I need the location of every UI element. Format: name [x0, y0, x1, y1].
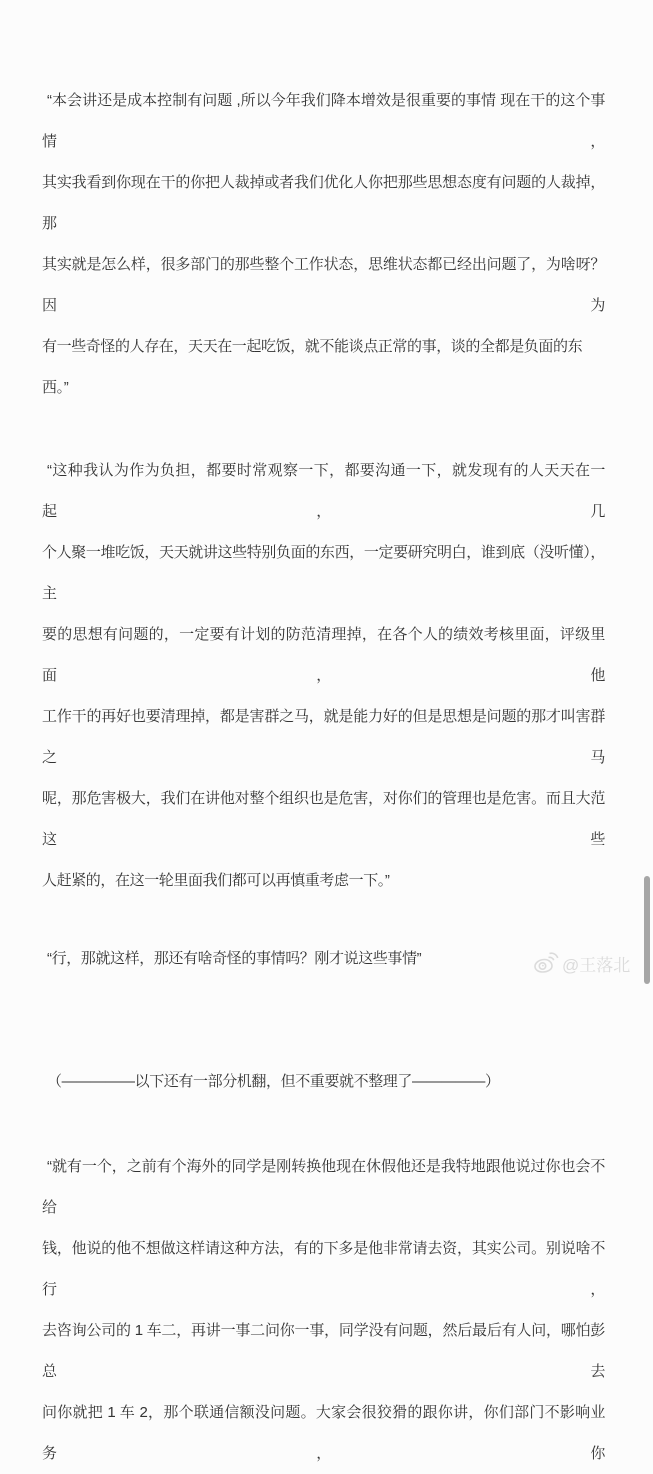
text-line: 工作干的再好也要清理掉，都是害群之马，就是能力好的但是思想是问题的那才叫害群之马 — [42, 708, 605, 766]
watermark-handle: @王落北 — [562, 955, 631, 975]
watermark — [531, 948, 630, 978]
paragraph — [42, 1146, 605, 1474]
paragraph — [42, 938, 605, 979]
text-line: 个人聚一堆吃饭，天天就讲这些特别负面的东西，一定要研究明白，谁到底（没听懂），主 — [42, 544, 605, 602]
text-line: 其实我看到你现在干的你把人裁掉或者我们优化人你把那些思想态度有问题的人裁掉，那 — [42, 174, 605, 232]
paragraph — [42, 80, 605, 408]
text-line: 要的思想有问题的，一定要有计划的防范清理掉，在各个人的绩效考核里面，评级里面，他 — [42, 626, 605, 684]
scrollbar-thumb[interactable] — [644, 876, 650, 984]
text-line: “就有一个，之前有个海外的同学是刚转换他现在休假他还是我特地跟他说过你也会不给 — [42, 1158, 605, 1216]
text-line: 人赶紧的，在这一轮里面我们都可以再慎重考虑一下。” — [42, 872, 390, 889]
text-line: 呢，那危害极大，我们在讲他对整个组织也是危害，对你们的管理也是危害。而且大范这些 — [42, 790, 605, 848]
text-line: “这种我认为作为负担，都要时常观察一下，都要沟通一下，就发现有的人天天在一起，几 — [42, 462, 605, 520]
text-line: 其实就是怎么样，很多部门的那些整个工作状态，思维状态都已经出问题了，为啥呀？因为 — [42, 256, 605, 314]
text-line: “行，那就这样，那还有啥奇怪的事情吗？刚才说这些事情” — [47, 950, 422, 967]
text-line: “本会讲还是成本控制有问题 ,所以今年我们降本增效是很重要的事情 现在干的这个事情， — [42, 92, 605, 150]
text-line: 去咨询公司的 1 车二，再讲一事二问你一事，同学没有问题，然后最后有人问，哪怕彭总去 — [42, 1322, 605, 1380]
paragraph — [42, 450, 605, 901]
weibo-icon — [531, 951, 559, 975]
text-line: （—————以下还有一部分机翻，但不重要就不整理了—————） — [47, 1073, 500, 1090]
text-line: 有一些奇怪的人存在，天天在一起吃饭，就不能谈点正常的事，谈的全都是负面的东西。” — [42, 338, 583, 396]
text-line: 问你就把 1 车 2，那个联通信额没问题。大家会很狡猾的跟你讲，你们部门不影响业务，你 — [42, 1404, 605, 1462]
paragraph — [42, 1061, 605, 1102]
text-line: 钱，他说的他不想做这样请这种方法，有的下多是他非常请去资，其实公司。别说啥不行， — [42, 1240, 605, 1298]
